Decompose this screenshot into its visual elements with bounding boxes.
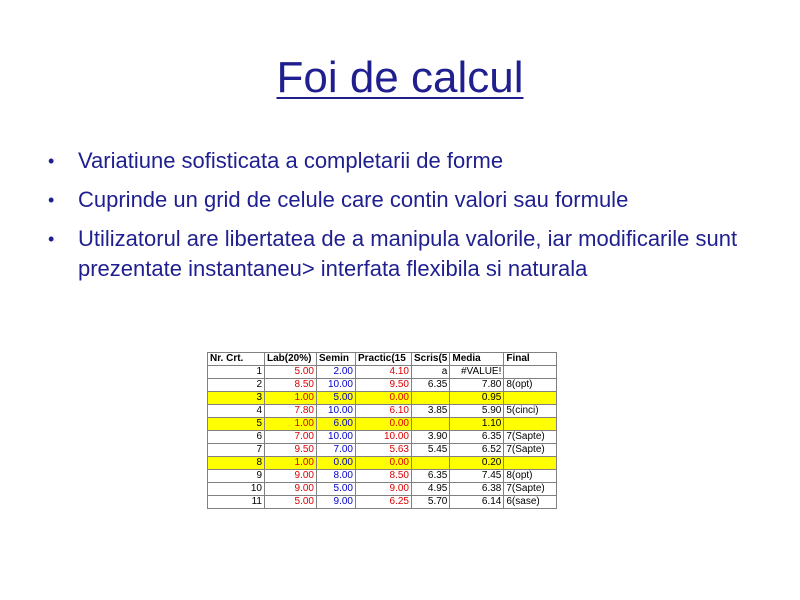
table-cell: 6.25 bbox=[356, 496, 412, 509]
table-cell: 4.10 bbox=[356, 366, 412, 379]
table-row bbox=[208, 405, 557, 418]
table-cell: 5.00 bbox=[317, 483, 356, 496]
table-cell: 0.00 bbox=[356, 418, 412, 431]
header-row bbox=[208, 353, 557, 366]
table-cell: 7 bbox=[208, 444, 265, 457]
table-cell: 5(cinci) bbox=[504, 405, 557, 418]
header-cell: Practic(15 bbox=[356, 353, 412, 366]
table-row bbox=[208, 392, 557, 405]
table-cell bbox=[412, 457, 450, 470]
table-cell: 4 bbox=[208, 405, 265, 418]
table-cell bbox=[412, 392, 450, 405]
table-cell: 5.45 bbox=[412, 444, 450, 457]
header-cell: Scris(5 bbox=[412, 353, 450, 366]
header-cell: Semin bbox=[317, 353, 356, 366]
table-cell: 0.00 bbox=[356, 457, 412, 470]
table-cell: 9.50 bbox=[265, 444, 317, 457]
table-cell: 5.70 bbox=[412, 496, 450, 509]
table-cell: #VALUE! bbox=[450, 366, 504, 379]
table-cell: 6.35 bbox=[450, 431, 504, 444]
table-cell: 9.00 bbox=[265, 483, 317, 496]
table-cell: 7(Sapte) bbox=[504, 431, 557, 444]
bullet-item bbox=[48, 224, 768, 284]
table-cell: 9.00 bbox=[356, 483, 412, 496]
table-cell: 3.85 bbox=[412, 405, 450, 418]
table-cell: 10.00 bbox=[317, 431, 356, 444]
table-cell: 0.20 bbox=[450, 457, 504, 470]
table-cell: 3 bbox=[208, 392, 265, 405]
table-cell: 7.00 bbox=[265, 431, 317, 444]
table-cell: 7.80 bbox=[450, 379, 504, 392]
table-cell: 8 bbox=[208, 457, 265, 470]
table-row bbox=[208, 366, 557, 379]
table-cell: 7.00 bbox=[317, 444, 356, 457]
table-cell: 2.00 bbox=[317, 366, 356, 379]
header-cell: Final bbox=[504, 353, 557, 366]
table-cell: 0.95 bbox=[450, 392, 504, 405]
table-cell: 1.00 bbox=[265, 418, 317, 431]
table-cell bbox=[504, 457, 557, 470]
table-cell: a bbox=[412, 366, 450, 379]
table-cell: 8.50 bbox=[265, 379, 317, 392]
table-cell: 6.35 bbox=[412, 470, 450, 483]
bullet-text: Cuprinde un grid de celule care contin valori sau formule bbox=[78, 187, 629, 212]
bullet-icon: • bbox=[48, 229, 55, 249]
table-cell: 11 bbox=[208, 496, 265, 509]
table-row bbox=[208, 470, 557, 483]
table-cell: 5.00 bbox=[317, 392, 356, 405]
table-cell: 1.10 bbox=[450, 418, 504, 431]
table-row bbox=[208, 431, 557, 444]
table-cell: 0.00 bbox=[356, 392, 412, 405]
table-cell: 8.50 bbox=[356, 470, 412, 483]
table-cell: 7.45 bbox=[450, 470, 504, 483]
bullet-text: Utilizatorul are libertatea de a manipula valorile, iar modificarile sunt prezentate instantaneu> interfata flexibila si naturala bbox=[78, 226, 738, 281]
bullet-text: Variatiune sofisticata a completarii de forme bbox=[78, 148, 504, 173]
table-cell: 6.52 bbox=[450, 444, 504, 457]
table-cell: 5.00 bbox=[265, 496, 317, 509]
bullet-icon: • bbox=[48, 190, 55, 210]
table-cell: 7.80 bbox=[265, 405, 317, 418]
table-cell: 0.00 bbox=[317, 457, 356, 470]
table-row bbox=[208, 418, 557, 431]
slide-title-text: Foi de calcul bbox=[276, 53, 524, 102]
table-cell: 7(Sapte) bbox=[504, 444, 557, 457]
table-row bbox=[208, 379, 557, 392]
table-cell bbox=[504, 366, 557, 379]
table-cell: 6.35 bbox=[412, 379, 450, 392]
table-cell: 5.63 bbox=[356, 444, 412, 457]
bullet-icon: • bbox=[48, 151, 55, 171]
slide-title bbox=[0, 50, 800, 106]
table-cell: 1.00 bbox=[265, 392, 317, 405]
header-cell: Media bbox=[450, 353, 504, 366]
spreadsheet-image bbox=[207, 352, 557, 509]
table-cell: 1.00 bbox=[265, 457, 317, 470]
table-cell: 10 bbox=[208, 483, 265, 496]
table-cell: 10.00 bbox=[317, 405, 356, 418]
table-cell: 6.00 bbox=[317, 418, 356, 431]
table-cell bbox=[504, 392, 557, 405]
table-cell: 8(opt) bbox=[504, 379, 557, 392]
table-cell: 9.00 bbox=[265, 470, 317, 483]
table-cell: 9.00 bbox=[317, 496, 356, 509]
table-cell: 4.95 bbox=[412, 483, 450, 496]
header-cell: Lab(20%) bbox=[265, 353, 317, 366]
table-cell: 6(sase) bbox=[504, 496, 557, 509]
table-row bbox=[208, 457, 557, 470]
bullet-list bbox=[48, 146, 768, 293]
table-cell: 9.50 bbox=[356, 379, 412, 392]
table-cell: 6.10 bbox=[356, 405, 412, 418]
bullet-item bbox=[48, 146, 768, 176]
table-row bbox=[208, 496, 557, 509]
table-cell: 8(opt) bbox=[504, 470, 557, 483]
table-cell: 8.00 bbox=[317, 470, 356, 483]
table-cell bbox=[504, 418, 557, 431]
table-cell: 3.90 bbox=[412, 431, 450, 444]
bullet-item bbox=[48, 185, 768, 215]
table-cell: 6.14 bbox=[450, 496, 504, 509]
table-cell: 7(Sapte) bbox=[504, 483, 557, 496]
table-cell: 5.90 bbox=[450, 405, 504, 418]
table-cell: 5 bbox=[208, 418, 265, 431]
table-row bbox=[208, 444, 557, 457]
table-cell: 10.00 bbox=[317, 379, 356, 392]
table-cell bbox=[412, 418, 450, 431]
table-cell: 5.00 bbox=[265, 366, 317, 379]
table-cell: 9 bbox=[208, 470, 265, 483]
table-cell: 1 bbox=[208, 366, 265, 379]
table-cell: 10.00 bbox=[356, 431, 412, 444]
table-cell: 6.38 bbox=[450, 483, 504, 496]
table-cell: 6 bbox=[208, 431, 265, 444]
table-row bbox=[208, 483, 557, 496]
table-cell: 2 bbox=[208, 379, 265, 392]
header-cell: Nr. Crt. bbox=[208, 353, 265, 366]
spreadsheet-table bbox=[207, 352, 557, 509]
